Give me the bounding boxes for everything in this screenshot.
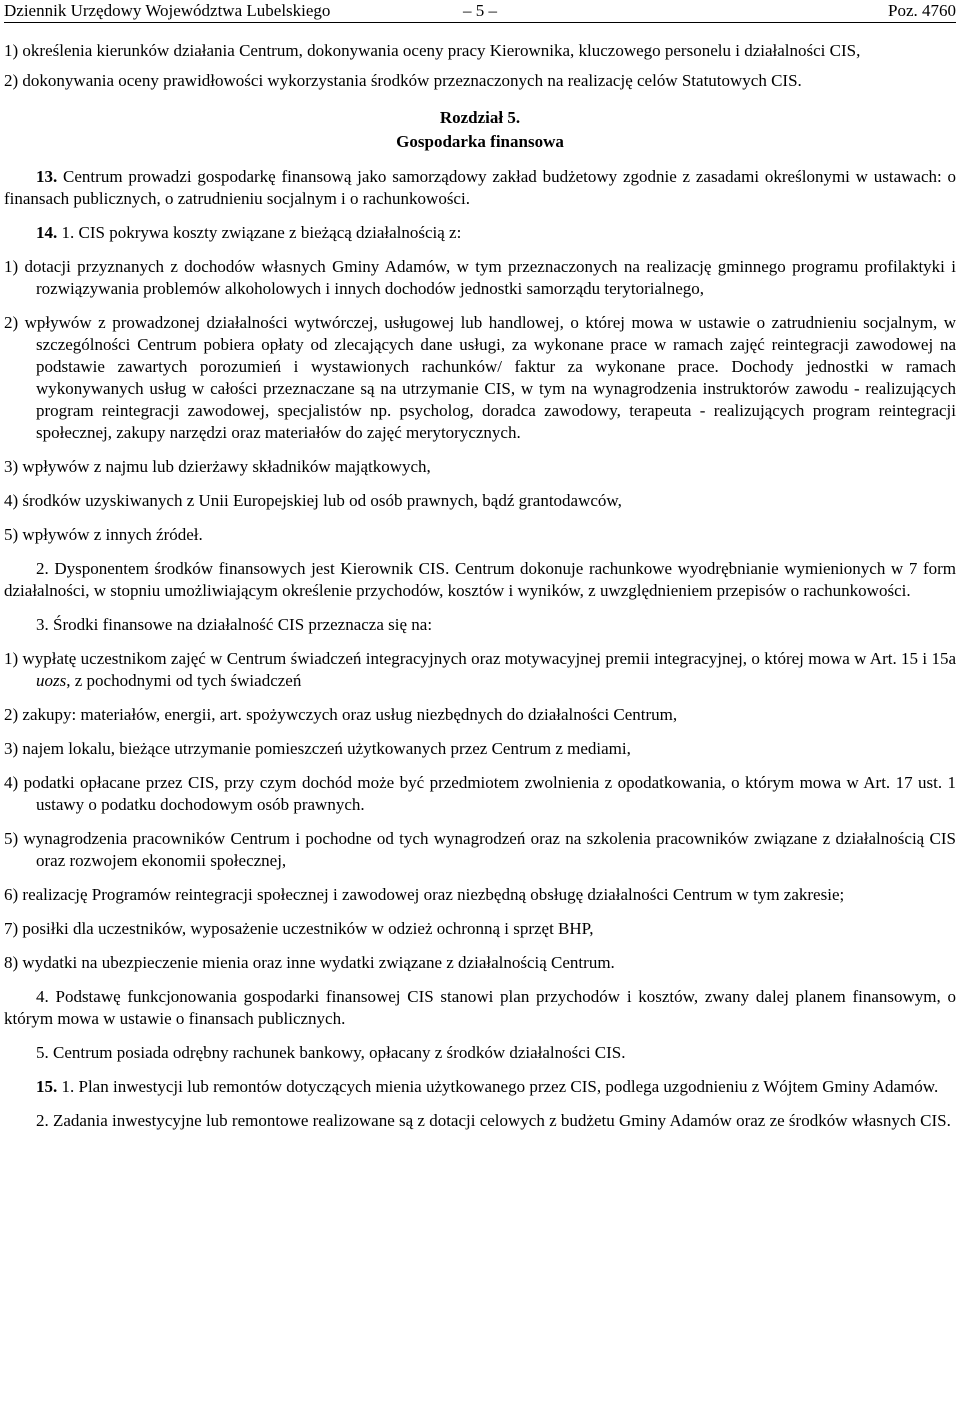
chapter-title: Gospodarka finansowa bbox=[396, 132, 564, 151]
page-number: – 5 – bbox=[463, 1, 497, 20]
paragraph-14-2: 2. Dysponentem środków finansowych jest Kierownik CIS. Centrum dokonuje rachunkowe wyodrębnianie wymienionych w 7 form działalności, w stopniu umożliwiającym określenie przychodów, kosztów i wyników, z uwzględnieniem przepisów o rachunkowości. bbox=[4, 559, 956, 600]
paragraph-label: 13. bbox=[36, 167, 58, 186]
paragraph-13 bbox=[4, 166, 956, 210]
paragraph-text: Centrum prowadzi gospodarkę finansową jako samorządowy zakład budżetowy zgodnie z zasadami określonymi w ustawach: o finansach publicznych, o zatrudnieniu socjalnym i o rachunkowości. bbox=[4, 167, 957, 208]
list-item: 6) realizację Programów reintegracji społecznej i zawodowej oraz niezbędną obsługę działalności Centrum w tym zakresie; bbox=[4, 885, 845, 904]
paragraph-text: 1. Plan inwestycji lub remontów dotyczących mienia użytkowanego przez CIS, podlega uzgodnieniu z Wójtem Gminy Adamów. bbox=[61, 1077, 939, 1096]
list-item: 2) zakupy: materiałów, energii, art. spożywczych oraz usług niezbędnych do działalności Centrum, bbox=[4, 705, 678, 724]
act-abbreviation: uozs bbox=[36, 671, 67, 690]
list-item: 5) wpływów z innych źródeł. bbox=[4, 525, 203, 544]
chapter-number: Rozdział 5. bbox=[439, 108, 521, 127]
position-number: Poz. 4760 bbox=[888, 1, 956, 20]
paragraph-14-5: 5. Centrum posiada odrębny rachunek bankowy, opłacany z środków działalności CIS. bbox=[36, 1043, 626, 1062]
journal-title: Dziennik Urzędowy Województwa Lubelskiego bbox=[4, 1, 331, 20]
page-header bbox=[4, 0, 956, 22]
list-item: 4) podatki opłacane przez CIS, przy czym dochód może być przedmiotem zwolnienia z opodatkowania, o którym mowa w Art. 17 ust. 1 ustawy o podatku dochodowym osób prawnych. bbox=[4, 773, 956, 814]
document-page bbox=[4, 0, 956, 1132]
list-item: 1) określenia kierunków działania Centrum, dokonywania oceny pracy Kierownika, kluczowego personelu i działalności CIS, bbox=[4, 41, 861, 60]
paragraph-14 bbox=[4, 222, 956, 244]
paragraph-text: 1. CIS pokrywa koszty związane z bieżącą działalnością z: bbox=[61, 223, 462, 242]
paragraph-14-3: 3. Środki finansowe na działalność CIS przeznacza się na: bbox=[36, 615, 433, 634]
paragraph-label: 14. bbox=[36, 223, 58, 242]
paragraph-14-4: 4. Podstawę funkcjonowania gospodarki finansowej CIS stanowi plan przychodów i kosztów, zwany dalej planem finansowym, o którym mowa w ustawie o finansach publicznych. bbox=[4, 987, 956, 1028]
paragraph-15 bbox=[4, 1076, 956, 1098]
list-item: 8) wydatki na ubezpieczenie mienia oraz inne wydatki związane z działalnością Centrum. bbox=[4, 953, 615, 972]
list-item: 7) posiłki dla uczestników, wyposażenie uczestników w odzież ochronną i sprzęt BHP, bbox=[4, 919, 594, 938]
list-item: 3) wpływów z najmu lub dzierżawy składników majątkowych, bbox=[4, 457, 431, 476]
list-item: 5) wynagrodzenia pracowników Centrum i pochodne od tych wynagrodzeń oraz na szkolenia pracowników związane z działalnością CIS oraz rozwojem ekonomii społecznej, bbox=[4, 829, 956, 870]
paragraph-label: 15. bbox=[36, 1077, 58, 1096]
list-item: 2) wpływów z prowadzonej działalności wytwórczej, usługowej lub handlowej, o której mowa w ustawie o zatrudnieniu socjalnym, w szczególności Centrum pobiera opłaty od zlecających dane usługi, za wykonane prace w ramach zajęć reintegracji zawodowej na podstawie zawartych porozumień i wystawionych rachunków/ faktur za wykonane prace. Dochody jednostki w ramach wykonywanych usług w całości przeznaczane są na utrzymanie CIS, w tym na wynagrodzenia instruktorów zawodu - realizujących program reintegracji zawodowej, specjalistów np. psycholog, doradca zawodowy, terapeuta - realizujących program reintegracji społecznej, zakupy narzędzi oraz materiałów do zajęć merytorycznych. bbox=[4, 313, 956, 442]
header-divider bbox=[4, 22, 956, 23]
list-item: 3) najem lokalu, bieżące utrzymanie pomieszczeń użytkowanych przez Centrum z mediami, bbox=[4, 739, 631, 758]
list-item: 1) dotacji przyznanych z dochodów własnych Gminy Adamów, w tym przeznaczonych na realizację gminnego programu profilaktyki i rozwiązywania problemów alkoholowych i innych dochodów jednostki samorządu terytorialnego, bbox=[4, 257, 956, 298]
list-item: 4) środków uzyskiwanych z Unii Europejskiej lub od osób prawnych, bądź grantodawców, bbox=[4, 491, 622, 510]
paragraph-15-2: 2. Zadania inwestycyjne lub remontowe realizowane są z dotacji celowych z budżetu Gminy Adamów oraz ze środków własnych CIS. bbox=[36, 1111, 951, 1130]
list-item: 1) wypłatę uczestnikom zajęć w Centrum świadczeń integracyjnych oraz motywacyjnej premii integracyjnej, o której mowa w Art. 15 i 15a uozs, z pochodnymi od tych świadczeń bbox=[4, 649, 956, 690]
list-item: 2) dokonywania oceny prawidłowości wykorzystania środków przeznaczonych na realizację celów Statutowych CIS. bbox=[4, 71, 802, 90]
